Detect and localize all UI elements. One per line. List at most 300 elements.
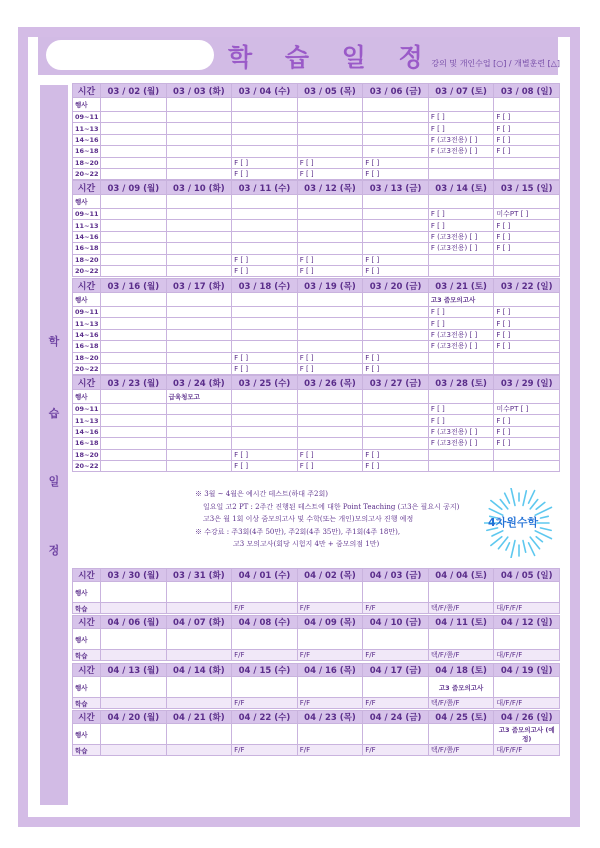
event-cell[interactable] — [101, 390, 167, 404]
slot-cell[interactable] — [166, 318, 232, 329]
slot-cell[interactable] — [232, 404, 298, 415]
slot-cell[interactable] — [428, 243, 494, 254]
slot-cell[interactable] — [101, 254, 167, 265]
slot-cell-text: F [ ] — [365, 450, 380, 459]
slot-cell[interactable] — [232, 112, 298, 123]
slot-cell[interactable] — [494, 438, 560, 449]
slot-cell-text: F [ ] — [365, 365, 380, 374]
study-cell[interactable]: 대/F/F/F — [494, 603, 560, 614]
study-cell[interactable]: 택/F/쯤/F — [428, 698, 494, 709]
event-cell[interactable] — [232, 390, 298, 404]
slot-cell[interactable] — [494, 157, 560, 168]
slot-cell[interactable] — [101, 460, 167, 471]
event-cell[interactable] — [232, 582, 298, 603]
slot-cell[interactable] — [363, 341, 429, 352]
day-header: 04 / 14 (화) — [166, 664, 232, 677]
slot-cell[interactable] — [494, 265, 560, 276]
event-cell[interactable] — [232, 195, 298, 209]
slot-cell[interactable] — [494, 426, 560, 437]
slot-cell[interactable] — [297, 168, 363, 179]
slot-cell[interactable] — [297, 426, 363, 437]
day-header: 03 / 24 (화) — [166, 376, 232, 390]
slot-cell[interactable] — [166, 123, 232, 134]
slot-cell[interactable] — [232, 254, 298, 265]
event-cell[interactable] — [363, 582, 429, 603]
slot-cell-text: F [ ] — [430, 210, 445, 219]
slot-cell[interactable] — [166, 329, 232, 340]
slot-cell[interactable] — [363, 449, 429, 460]
slot-cell[interactable] — [101, 243, 167, 254]
slot-cell[interactable] — [101, 363, 167, 374]
event-cell[interactable] — [232, 98, 298, 112]
event-cell[interactable] — [101, 724, 167, 745]
slot-cell[interactable] — [166, 209, 232, 220]
study-cell[interactable] — [166, 698, 232, 709]
study-cell[interactable] — [166, 650, 232, 661]
slot-cell[interactable] — [232, 134, 298, 145]
slot-cell[interactable] — [101, 265, 167, 276]
slot-cell[interactable] — [297, 438, 363, 449]
row-label: 행사 — [73, 582, 101, 603]
day-header: 03 / 06 (금) — [363, 84, 429, 98]
event-cell[interactable] — [494, 195, 560, 209]
slot-cell[interactable] — [297, 318, 363, 329]
slot-cell[interactable] — [232, 307, 298, 318]
slot-cell[interactable] — [232, 157, 298, 168]
event-cell[interactable] — [166, 629, 232, 650]
event-cell[interactable] — [494, 293, 560, 307]
event-cell[interactable]: 고3 줌모의고사 (예정) — [494, 724, 560, 745]
slot-cell[interactable] — [166, 341, 232, 352]
study-cell[interactable]: 대/F/F/F — [494, 745, 560, 756]
slot-cell[interactable] — [232, 426, 298, 437]
slot-cell[interactable] — [494, 243, 560, 254]
study-cell[interactable]: F/F — [232, 745, 298, 756]
event-cell[interactable] — [494, 582, 560, 603]
slot-cell[interactable] — [494, 146, 560, 157]
slot-cell[interactable] — [101, 157, 167, 168]
slot-cell[interactable] — [166, 438, 232, 449]
slot-cell-text: F (고3전용) [ ] — [430, 330, 478, 339]
slot-cell[interactable] — [232, 341, 298, 352]
slot-cell[interactable] — [232, 318, 298, 329]
slot-cell[interactable] — [166, 157, 232, 168]
event-cell[interactable] — [494, 390, 560, 404]
event-cell[interactable] — [166, 195, 232, 209]
slot-cell[interactable] — [101, 426, 167, 437]
slot-cell[interactable] — [494, 318, 560, 329]
slot-cell[interactable] — [166, 415, 232, 426]
note-line: ※ 3월 ~ 4월은 예시간 테스트(하대 주2회) — [195, 490, 328, 498]
slot-cell[interactable] — [363, 157, 429, 168]
slot-cell[interactable] — [428, 426, 494, 437]
time-header: 시간 — [73, 181, 101, 195]
slot-cell[interactable] — [166, 146, 232, 157]
slot-cell[interactable] — [232, 220, 298, 231]
row-label: 11~13 — [73, 220, 101, 231]
study-cell[interactable]: F/F — [232, 698, 298, 709]
slot-cell-text: F [ ] — [496, 308, 511, 317]
slot-cell[interactable] — [363, 426, 429, 437]
day-header: 03 / 09 (월) — [101, 181, 167, 195]
day-header: 04 / 10 (금) — [363, 616, 429, 629]
slot-cell[interactable] — [101, 209, 167, 220]
study-cell[interactable] — [101, 603, 167, 614]
slot-cell[interactable] — [101, 231, 167, 242]
slot-cell[interactable] — [363, 438, 429, 449]
slot-cell[interactable] — [297, 157, 363, 168]
slot-cell[interactable] — [363, 265, 429, 276]
row-label: 18~20 — [73, 352, 101, 363]
slot-cell[interactable] — [363, 363, 429, 374]
slot-cell[interactable] — [363, 243, 429, 254]
day-header: 03 / 12 (목) — [297, 181, 363, 195]
slot-cell-text: F [ ] — [430, 124, 445, 133]
event-cell[interactable] — [363, 724, 429, 745]
day-header: 03 / 11 (수) — [232, 181, 298, 195]
slot-cell-text: F [ ] — [299, 450, 314, 459]
day-header: 04 / 17 (금) — [363, 664, 429, 677]
event-cell[interactable] — [428, 724, 494, 745]
slot-cell[interactable] — [232, 231, 298, 242]
slot-cell[interactable] — [166, 243, 232, 254]
event-cell[interactable] — [101, 629, 167, 650]
slot-cell[interactable] — [494, 415, 560, 426]
slot-cell[interactable] — [494, 363, 560, 374]
slot-cell[interactable] — [101, 352, 167, 363]
slot-cell[interactable] — [428, 209, 494, 220]
slot-cell[interactable] — [101, 134, 167, 145]
event-cell[interactable] — [428, 98, 494, 112]
slot-cell-text: F [ ] — [365, 353, 380, 362]
event-cell[interactable] — [428, 582, 494, 603]
slot-cell[interactable] — [101, 146, 167, 157]
event-cell[interactable] — [494, 98, 560, 112]
study-cell[interactable]: 대/F/F/F — [494, 698, 560, 709]
study-cell[interactable]: F/F — [363, 745, 429, 756]
slot-cell[interactable] — [232, 146, 298, 157]
slot-cell[interactable] — [428, 168, 494, 179]
slot-cell[interactable] — [494, 460, 560, 471]
event-cell[interactable] — [232, 293, 298, 307]
slot-cell[interactable] — [297, 341, 363, 352]
slot-cell[interactable] — [363, 231, 429, 242]
event-cell[interactable] — [494, 677, 560, 698]
slot-cell-text: F [ ] — [234, 255, 249, 264]
slot-cell[interactable] — [232, 460, 298, 471]
day-header: 03 / 08 (일) — [494, 84, 560, 98]
event-cell[interactable] — [297, 724, 363, 745]
slot-cell[interactable] — [494, 209, 560, 220]
study-cell[interactable]: F/F — [297, 745, 363, 756]
slot-cell[interactable] — [297, 363, 363, 374]
study-cell[interactable]: F/F — [297, 603, 363, 614]
time-header: 시간 — [73, 616, 101, 629]
slot-cell[interactable] — [363, 112, 429, 123]
event-cell[interactable] — [101, 195, 167, 209]
study-cell[interactable] — [166, 745, 232, 756]
study-cell[interactable]: 택/F/쯤/F — [428, 745, 494, 756]
slot-cell[interactable] — [494, 220, 560, 231]
slot-cell[interactable] — [166, 426, 232, 437]
slot-cell[interactable] — [363, 352, 429, 363]
slot-cell[interactable] — [428, 157, 494, 168]
slot-cell[interactable] — [101, 329, 167, 340]
event-cell[interactable] — [166, 293, 232, 307]
slot-cell[interactable] — [428, 231, 494, 242]
slot-cell-text: F [ ] — [299, 255, 314, 264]
event-cell[interactable] — [363, 677, 429, 698]
slot-cell[interactable] — [297, 415, 363, 426]
slot-cell[interactable] — [428, 307, 494, 318]
day-header: 03 / 28 (토) — [428, 376, 494, 390]
slot-cell[interactable] — [297, 220, 363, 231]
slot-cell[interactable] — [101, 318, 167, 329]
slot-cell[interactable] — [232, 265, 298, 276]
slot-cell[interactable] — [101, 341, 167, 352]
slot-cell[interactable] — [166, 231, 232, 242]
event-cell[interactable] — [297, 293, 363, 307]
slot-cell[interactable] — [494, 231, 560, 242]
slot-cell[interactable] — [232, 352, 298, 363]
event-cell[interactable] — [297, 390, 363, 404]
event-cell[interactable] — [101, 293, 167, 307]
slot-cell[interactable] — [232, 123, 298, 134]
day-header: 04 / 12 (일) — [494, 616, 560, 629]
slot-cell[interactable] — [297, 123, 363, 134]
week-table — [72, 83, 560, 180]
slot-cell[interactable] — [232, 438, 298, 449]
event-cell[interactable] — [363, 195, 429, 209]
study-cell[interactable]: F/F — [363, 698, 429, 709]
slot-cell[interactable] — [494, 449, 560, 460]
study-cell[interactable]: 택/F/쯤/F — [428, 603, 494, 614]
slot-cell[interactable] — [232, 209, 298, 220]
event-cell[interactable] — [232, 677, 298, 698]
event-cell[interactable] — [101, 98, 167, 112]
slot-cell[interactable] — [363, 307, 429, 318]
slot-cell[interactable] — [428, 112, 494, 123]
slot-cell[interactable] — [428, 352, 494, 363]
slot-cell[interactable] — [297, 265, 363, 276]
day-header: 04 / 16 (목) — [297, 664, 363, 677]
slot-cell[interactable] — [101, 415, 167, 426]
study-cell[interactable] — [166, 603, 232, 614]
slot-cell[interactable] — [297, 134, 363, 145]
slot-cell[interactable] — [232, 363, 298, 374]
event-cell[interactable] — [297, 195, 363, 209]
slot-cell[interactable] — [297, 460, 363, 471]
study-cell[interactable]: F/F — [363, 603, 429, 614]
event-cell[interactable] — [166, 98, 232, 112]
slot-cell[interactable] — [166, 265, 232, 276]
study-cell[interactable]: F/F — [363, 650, 429, 661]
slot-cell[interactable] — [428, 438, 494, 449]
event-cell[interactable] — [297, 98, 363, 112]
row-label: 학습 — [73, 698, 101, 709]
study-cell[interactable]: F/F — [232, 650, 298, 661]
event-cell[interactable]: 고3 줌모의고사 — [428, 677, 494, 698]
slot-cell[interactable] — [166, 352, 232, 363]
slot-cell[interactable] — [363, 146, 429, 157]
slot-cell[interactable] — [166, 449, 232, 460]
slot-cell[interactable] — [166, 307, 232, 318]
slot-cell[interactable] — [297, 352, 363, 363]
day-header: 03 / 25 (수) — [232, 376, 298, 390]
slot-cell-text: F [ ] — [496, 135, 511, 144]
slot-cell[interactable] — [297, 329, 363, 340]
slot-cell[interactable] — [166, 254, 232, 265]
slot-cell[interactable] — [428, 415, 494, 426]
slot-cell[interactable] — [494, 112, 560, 123]
slot-cell[interactable] — [494, 307, 560, 318]
slot-cell[interactable] — [428, 341, 494, 352]
day-header: 04 / 05 (일) — [494, 569, 560, 582]
slot-cell[interactable] — [363, 415, 429, 426]
notes — [195, 488, 459, 551]
day-header: 03 / 22 (일) — [494, 279, 560, 293]
event-cell[interactable] — [166, 677, 232, 698]
study-cell[interactable]: F/F — [297, 698, 363, 709]
slot-cell[interactable] — [166, 112, 232, 123]
slot-cell[interactable] — [297, 404, 363, 415]
slot-cell[interactable] — [428, 404, 494, 415]
slot-cell[interactable] — [297, 112, 363, 123]
slot-cell[interactable] — [101, 123, 167, 134]
slot-cell[interactable] — [363, 134, 429, 145]
slot-cell[interactable] — [363, 209, 429, 220]
study-cell[interactable] — [101, 650, 167, 661]
slot-cell[interactable] — [363, 168, 429, 179]
slot-cell[interactable] — [363, 329, 429, 340]
slot-cell[interactable] — [101, 438, 167, 449]
slot-cell[interactable] — [363, 254, 429, 265]
slot-cell[interactable] — [428, 265, 494, 276]
slot-cell[interactable] — [166, 220, 232, 231]
slot-cell[interactable] — [494, 123, 560, 134]
event-cell[interactable] — [428, 195, 494, 209]
slot-cell[interactable] — [101, 307, 167, 318]
slot-cell[interactable] — [363, 123, 429, 134]
study-cell[interactable] — [101, 745, 167, 756]
slot-cell[interactable] — [428, 318, 494, 329]
event-cell[interactable] — [428, 390, 494, 404]
event-cell[interactable] — [101, 582, 167, 603]
slot-cell[interactable] — [428, 363, 494, 374]
event-cell[interactable] — [232, 629, 298, 650]
slot-cell[interactable] — [428, 134, 494, 145]
slot-cell[interactable] — [166, 363, 232, 374]
event-cell[interactable] — [101, 677, 167, 698]
slot-cell[interactable] — [494, 404, 560, 415]
slot-cell[interactable] — [166, 134, 232, 145]
slot-cell[interactable] — [232, 168, 298, 179]
slot-cell[interactable] — [428, 460, 494, 471]
slot-cell[interactable] — [428, 254, 494, 265]
slot-cell[interactable] — [297, 254, 363, 265]
day-header: 04 / 02 (목) — [297, 569, 363, 582]
slot-cell[interactable] — [494, 134, 560, 145]
slot-cell[interactable] — [494, 168, 560, 179]
event-cell[interactable] — [232, 724, 298, 745]
slot-cell-text: F [ ] — [496, 147, 511, 156]
slot-cell[interactable] — [101, 220, 167, 231]
study-cell[interactable]: 택/F/쯤/F — [428, 650, 494, 661]
slot-cell[interactable] — [297, 231, 363, 242]
time-header: 시간 — [73, 376, 101, 390]
study-cell[interactable] — [101, 698, 167, 709]
event-cell[interactable] — [363, 629, 429, 650]
slot-cell[interactable] — [232, 415, 298, 426]
slot-cell[interactable] — [232, 329, 298, 340]
event-cell[interactable] — [297, 629, 363, 650]
slot-cell[interactable] — [166, 404, 232, 415]
study-cell[interactable]: F/F — [232, 603, 298, 614]
slot-cell[interactable] — [297, 307, 363, 318]
slot-cell[interactable] — [297, 449, 363, 460]
day-header: 04 / 23 (목) — [297, 711, 363, 724]
slot-cell[interactable] — [363, 404, 429, 415]
slot-cell[interactable] — [428, 123, 494, 134]
row-label: 20~22 — [73, 363, 101, 374]
slot-cell[interactable] — [232, 449, 298, 460]
slot-cell[interactable] — [363, 220, 429, 231]
slot-cell[interactable] — [166, 168, 232, 179]
slot-cell[interactable] — [428, 329, 494, 340]
study-cell[interactable]: 대/F/F/F — [494, 650, 560, 661]
event-cell[interactable] — [494, 629, 560, 650]
slot-cell-text: F [ ] — [496, 124, 511, 133]
event-cell[interactable]: 고3 줌모의고사 — [428, 293, 494, 307]
event-cell[interactable] — [166, 724, 232, 745]
event-cell[interactable] — [363, 390, 429, 404]
slot-cell[interactable] — [428, 220, 494, 231]
day-header: 03 / 05 (목) — [297, 84, 363, 98]
slot-cell-text: F [ ] — [365, 255, 380, 264]
day-header: 04 / 04 (토) — [428, 569, 494, 582]
slot-cell[interactable] — [232, 243, 298, 254]
slot-cell[interactable] — [166, 460, 232, 471]
slot-cell-text: F [ ] — [496, 244, 511, 253]
event-cell[interactable] — [297, 582, 363, 603]
slot-cell[interactable] — [494, 254, 560, 265]
event-cell[interactable] — [363, 98, 429, 112]
event-cell[interactable] — [166, 582, 232, 603]
slot-cell[interactable] — [297, 209, 363, 220]
slot-cell[interactable] — [297, 243, 363, 254]
event-cell[interactable] — [428, 629, 494, 650]
slot-cell[interactable] — [494, 329, 560, 340]
slot-cell[interactable] — [297, 146, 363, 157]
slot-cell[interactable] — [363, 460, 429, 471]
slot-cell[interactable] — [101, 168, 167, 179]
slot-cell[interactable] — [494, 341, 560, 352]
event-cell[interactable] — [297, 677, 363, 698]
day-header: 03 / 17 (화) — [166, 279, 232, 293]
slot-cell[interactable] — [101, 404, 167, 415]
event-cell[interactable]: 급육청모고 — [166, 390, 232, 404]
slot-cell[interactable] — [101, 112, 167, 123]
event-cell[interactable] — [363, 293, 429, 307]
slot-cell-text: F [ ] — [496, 330, 511, 339]
slot-cell[interactable] — [428, 146, 494, 157]
week-summary-table — [72, 615, 560, 661]
study-cell[interactable]: F/F — [297, 650, 363, 661]
slot-cell[interactable] — [428, 449, 494, 460]
slot-cell[interactable] — [494, 352, 560, 363]
slot-cell[interactable] — [101, 449, 167, 460]
slot-cell[interactable] — [363, 318, 429, 329]
